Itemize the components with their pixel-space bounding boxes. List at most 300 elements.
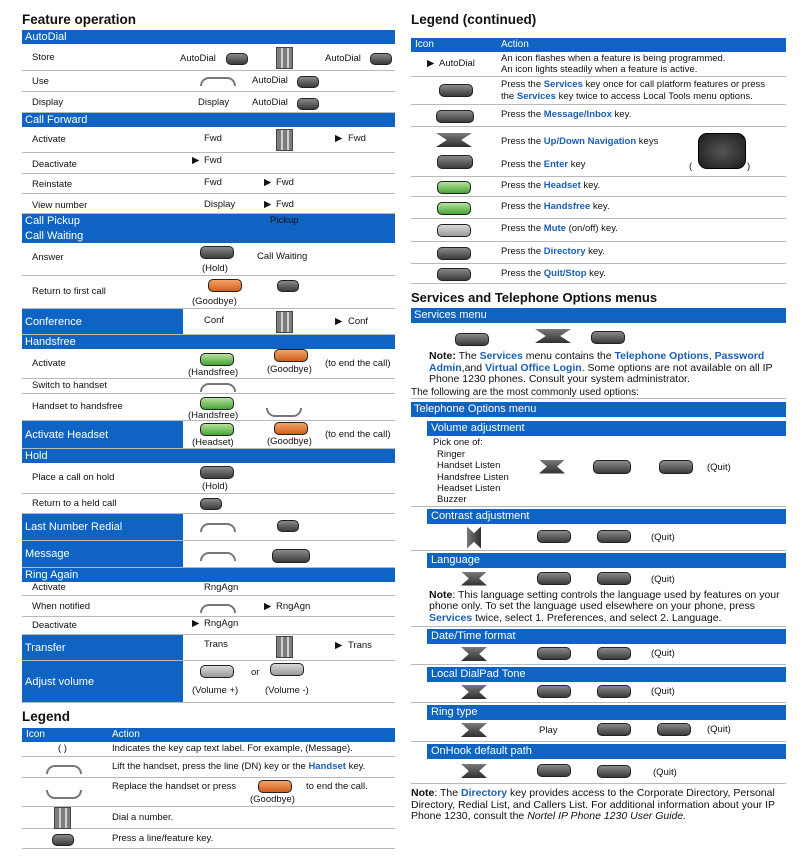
volume-up-key-icon [200,665,234,678]
handsfree-key-icon [200,353,234,366]
row-label: Handset to handsfree [32,401,123,412]
text-part: Handsfree [543,201,591,212]
mute-key-icon [437,224,471,237]
text-part: Directory [543,246,586,257]
legend-row [22,757,395,778]
section-label: Last Number Redial [22,514,183,540]
dialpad-tone-band: Local DialPad Tone [427,667,786,682]
legend-text [501,91,753,102]
text-part: . Some options are not available on all [581,361,760,374]
navigation-keys-icon [461,685,487,699]
display-text: Call Waiting [257,251,308,262]
col-icon: Icon [415,39,434,50]
headset-key-icon [200,423,234,436]
enter-key-icon [537,647,571,660]
col-icon: Icon [26,729,45,740]
navigation-keys-icon [461,764,487,778]
row-label: Store [32,52,55,63]
legend-continued-title: Legend (continued) [411,12,537,27]
display-text: (to end the call) [325,429,391,440]
section-call-waiting: Call Waiting [22,229,395,243]
section-conference [22,309,395,335]
enter-key-icon [437,155,473,169]
text-part: Up/Down Navigation [543,136,637,147]
text-part: Directory [461,787,508,799]
row-store [22,44,395,71]
section-label: Call Pickup [25,215,81,227]
volume-options [411,436,786,507]
text-part: key once for call platform features or press [585,79,766,90]
replace-handset-icon [266,408,302,417]
section-label: Adjust volume [22,661,183,702]
legend-text [112,761,365,772]
text-part: Mute [543,223,566,234]
row-handset-to-handsfree [22,394,395,421]
text-part: Press the [501,109,542,120]
display-text: AutoDial [439,58,475,69]
legend-row [411,219,786,242]
legend-text [501,268,606,279]
display-text: (Quit) [651,573,675,585]
lift-handset-icon [200,552,236,561]
legend-text: Dial a number. [112,812,174,823]
key-caption: (Goodbye) [192,296,237,307]
section-call-pickup [22,214,395,229]
feature-key-icon [52,834,74,846]
lift-handset-icon [200,383,236,392]
onhook-band: OnHook default path [427,744,786,759]
display-text: (Quit) [653,767,677,778]
display-text: RngAgn [204,618,239,629]
key-caption: (Hold) [202,481,228,492]
legend-text: An icon lights steadily when a feature is active. [501,64,698,75]
lift-handset-icon [200,77,236,86]
display-text: (Quit) [707,461,731,473]
display-text: Display [198,97,230,108]
legend-row [411,177,786,197]
language-note [411,590,786,628]
display-text: ( [689,161,693,172]
text-part: ,and [461,361,483,374]
page-title: Feature operation [22,12,137,27]
text-part: Enter [543,159,569,170]
legend-text [501,180,600,191]
onhook-row [411,759,786,784]
display-text: (Quit) [651,531,675,543]
key-caption: (Hold) [202,263,228,274]
row-label: Use [32,76,49,87]
row-label: Switch to handset [32,380,107,391]
row-use [22,71,395,92]
text-part: key provides access to the Corporate Directory, [510,787,731,799]
section-adjust-volume [22,661,395,703]
dialpad-icon [276,636,293,658]
row-label: Reinstate [32,179,73,190]
volume-down-key-icon [270,663,304,676]
section-label: Message [22,541,183,567]
display-text: Play [539,725,558,736]
text-part: , [708,350,712,362]
feature-key-icon [297,76,319,88]
key-caption: (Goodbye) [267,364,312,375]
legend-text: Press a line/feature key. [112,833,214,844]
key-caption: (Handsfree) [188,410,239,421]
legend-row [22,778,395,807]
navigation-cluster-icon [698,133,746,169]
text-part: Message/Inbox [543,109,612,120]
row-label: View number [32,200,88,211]
common-options-text: The following are the most commonly used options: [411,387,786,399]
col-action: Action [112,729,140,740]
text-part: Services [479,350,523,362]
row-display [22,92,395,113]
text-part: Quit/Stop [543,268,587,279]
display-text: RngAgn [276,601,311,612]
dialpad-icon [276,47,293,69]
navigation-keys-icon [461,572,487,586]
feature-key-icon [277,520,299,532]
display-text: or [251,667,260,678]
display-text: Fwd [204,133,222,144]
goodbye-key-icon [274,422,308,435]
legend-row [411,52,786,77]
services-menu-band: Services menu [411,308,786,323]
enter-key-icon [591,331,625,344]
arrow-icon: ▶ [192,155,200,166]
text-part: Services [516,91,556,102]
text-part: key. [614,109,632,120]
display-text: Fwd [204,177,222,188]
legend-continued-column [411,0,786,823]
row-activate-forward [22,127,395,153]
row-return-held [22,494,395,514]
row-ring-activate [22,582,395,596]
option-text: Headset Listen [437,482,501,494]
feature-operation-column [22,0,395,849]
display-text: Trans [348,640,372,651]
legend-row [411,105,786,127]
text-part: Press the [501,223,542,234]
navigation-keys-icon [461,647,487,661]
key-caption: (Goodbye) [250,794,295,805]
section-hold: Hold [22,449,395,463]
text-part: The [458,350,477,362]
quit-key-icon [597,530,631,543]
row-label: Return to first call [32,286,106,297]
quit-key-icon [597,572,631,585]
text-part: key [570,159,586,170]
row-place-hold [22,463,395,494]
goodbye-key-icon [258,780,292,793]
text-part: Admin [429,361,462,374]
row-deactivate-forward [22,153,395,174]
services-icons [411,323,786,351]
text-part: your phone only. To set the language used elsewhere on your phone, [429,588,780,612]
key-caption: (Volume -) [265,685,309,696]
lift-handset-icon [46,765,82,774]
text-part: Press the [501,79,542,90]
text-part: key. [583,180,601,191]
feature-key-icon [226,53,248,65]
lift-handset-icon [200,604,236,613]
display-text: Fwd [276,177,294,188]
text-part: Nortel IP Phone 1230 User Guide. [527,810,687,822]
dialpad-icon [276,129,293,151]
lift-handset-icon [180,4,216,13]
display-text: AutoDial [252,97,288,108]
arrow-icon: ▶ [264,601,272,612]
arrow-icon: ▶ [335,133,343,144]
row-label: Answer [32,252,64,263]
row-label: Activate [32,358,66,369]
datetime-row [411,644,786,665]
display-text: AutoDial [325,53,361,64]
datetime-band: Date/Time format [427,629,786,644]
option-text: Ringer [437,448,465,460]
text-part: key twice to access Local Tools menu options. [558,91,753,102]
display-text: Pick one of: [433,436,483,448]
text-part: Press the [501,201,542,212]
navigation-keys-icon [539,460,565,474]
legend-header [22,728,395,742]
ring-type-row [411,720,786,742]
text-part: key. [588,246,605,257]
text-part: Telephone Options [614,350,709,362]
display-text: Fwd [276,199,294,210]
ring-type-band: Ring type [427,705,786,720]
quit-key-icon [597,685,631,698]
legend-row [411,77,786,105]
navigation-keys-icon [461,723,487,737]
quit-key-icon [437,268,471,281]
text-part: twice, select 1. Preferences, and select 2. Language. [475,611,722,624]
directory-key-icon [437,247,471,260]
text-part: Services [543,79,583,90]
directory-note [411,788,786,823]
goodbye-key-icon [208,279,242,292]
row-label: Deactivate [32,620,77,631]
legend-row [411,264,786,284]
telephone-options-band: Telephone Options menu [411,402,786,417]
row-activate-handsfree [22,349,395,379]
text-part: Virtual Office Login [485,361,582,374]
text-part: Password [714,350,765,362]
enter-key-icon [537,764,571,777]
row-label: Deactivate [32,159,77,170]
volume-adjustment-band: Volume adjustment [427,421,786,436]
row-when-notified [22,596,395,617]
display-text: AutoDial [180,53,216,64]
headset-key-icon [437,181,471,194]
row-label: When notified [32,601,91,612]
display-text: AutoDial [252,75,288,86]
section-handsfree: Handsfree [22,335,395,349]
arrow-icon: ▶ [264,177,272,188]
legend-text [501,201,610,212]
legend-text [501,109,631,120]
display-text: Trans [204,639,228,650]
arrow-icon: ▶ [335,316,343,327]
lift-handset-icon [200,523,236,532]
left-right-navigation-icon [467,527,481,549]
text-part: Note: [429,350,456,362]
section-activate-headset [22,421,395,449]
display-text: (Quit) [707,724,731,735]
section-label: Activate Headset [22,421,183,448]
key-caption: (Headset) [192,437,234,448]
row-label: Return to a held call [32,498,117,509]
text-part: Lift the handset, press the line (DN) key or the [112,761,306,772]
key-caption: (Volume +) [192,685,239,696]
enter-key-icon [593,460,631,474]
text-part: about your IP Phone 1230, consult the [411,798,775,822]
navigation-keys-icon [535,329,571,343]
message-key-icon [272,549,310,563]
text-part: : This language setting controls the language used by features on [452,588,757,601]
text-part: Press the [501,136,542,147]
row-reinstate [22,174,395,194]
display-text: Fwd [204,155,222,166]
section-redial [22,514,395,541]
text-part: menu contains the [525,350,612,362]
section-label: Transfer [22,635,183,660]
services-title: Services and Telephone Options menus [411,290,658,305]
handsfree-key-icon [200,397,234,410]
services-key-icon [455,333,489,346]
legend-text [501,159,586,170]
language-row [411,568,786,588]
legend-header [411,38,786,52]
option-text: Handsfree Listen [437,471,509,483]
arrow-icon: ▶ [427,58,435,69]
legend-row [411,242,786,264]
display-text: Display [204,199,236,210]
quit-key-icon [597,647,631,660]
feature-key-icon [297,98,319,110]
keycap-icon: ( ) [58,743,67,754]
text-part: Note [429,588,453,601]
feature-key-icon [277,280,299,292]
hold-key-icon [200,246,234,259]
text-part: Headset [543,180,581,191]
legend-title: Legend [22,709,71,724]
key-caption: (Handsfree) [188,367,239,378]
services-key-icon [439,84,473,97]
row-view-number [22,194,395,214]
row-answer [22,243,395,276]
legend-row [411,127,786,177]
display-text: RngAgn [204,582,239,593]
text-part: Press the [501,246,542,257]
text-part: key. [592,201,610,212]
arrow-icon: ▶ [192,618,200,629]
services-note [411,351,786,386]
arrow-icon: ▶ [264,199,272,210]
row-ring-deactivate [22,617,395,635]
quit-key-icon [597,765,631,778]
navigation-keys-icon [436,133,472,147]
arrow-icon: ▶ [335,640,343,651]
text-part: (on/off) key. [568,223,618,234]
legend-text: Indicates the key cap text label. For example, (Message). [112,743,353,754]
quit-key-icon [659,460,693,474]
enter-key-icon [537,685,571,698]
col-action: Action [501,39,529,50]
goodbye-key-icon [274,349,308,362]
contrast-row [411,524,786,551]
display-text: (to end the call) [325,358,391,369]
row-return-first-call [22,276,395,309]
enter-key-icon [597,723,631,736]
replace-handset-icon [46,790,82,799]
text-part: Handset [308,761,346,772]
row-label: Activate [32,134,66,145]
section-label: Conference [22,309,183,334]
legend-row [22,807,395,829]
legend-row [22,742,395,757]
section-call-forward: Call Forward [22,113,395,127]
dialpad-tone-row [411,682,786,703]
row-label: Display [32,97,64,108]
legend-text: to end the call. [306,781,368,792]
legend-text [501,79,765,90]
text-part: key. [348,761,366,772]
legend-text: Replace the handset or press [112,781,237,792]
display-text: (Quit) [651,648,675,659]
text-part: Press the [501,180,542,191]
feature-key-icon [200,498,222,510]
section-transfer [22,635,395,661]
text-part: IP Phone 1230 phones. Consult your system administrator. [429,361,773,385]
display-text: ) [747,161,751,172]
legend-text [501,136,658,147]
key-caption: (Goodbye) [267,436,312,447]
row-label: Place a call on hold [32,472,115,483]
language-band: Language [427,553,786,568]
contrast-band: Contrast adjustment [427,509,786,524]
legend-text [501,223,618,234]
enter-key-icon [537,530,571,543]
enter-key-icon [537,572,571,585]
dialpad-icon [276,311,293,333]
hold-key-icon [200,466,234,479]
section-message [22,541,395,568]
display-text: (Quit) [651,686,675,697]
section-ring-again: Ring Again [22,568,395,582]
text-part: the [501,91,515,102]
text-part: : The [434,787,459,799]
feature-key-icon [370,53,392,65]
legend-text [501,246,605,257]
legend-row [22,829,395,849]
text-part: Press the [501,159,542,170]
legend-row [411,197,786,219]
legend-text: An icon flashes when a feature is being programmed. [501,53,726,64]
text-part: keys [638,136,659,147]
text-part: Note [411,787,435,799]
row-switch-handset [22,379,395,394]
text-part: press [729,600,755,612]
display-text: Conf [204,315,225,326]
section-autodial: AutoDial [22,30,395,44]
display-text: Conf [348,316,369,327]
row-label: Activate [32,582,66,593]
dialpad-icon [54,807,71,829]
option-text: Buzzer [437,493,467,505]
message-key-icon [436,110,474,123]
text-part: Personal Directory, Redial List, and Callers List. For additional information [411,787,775,811]
text-part: Press the [501,268,542,279]
